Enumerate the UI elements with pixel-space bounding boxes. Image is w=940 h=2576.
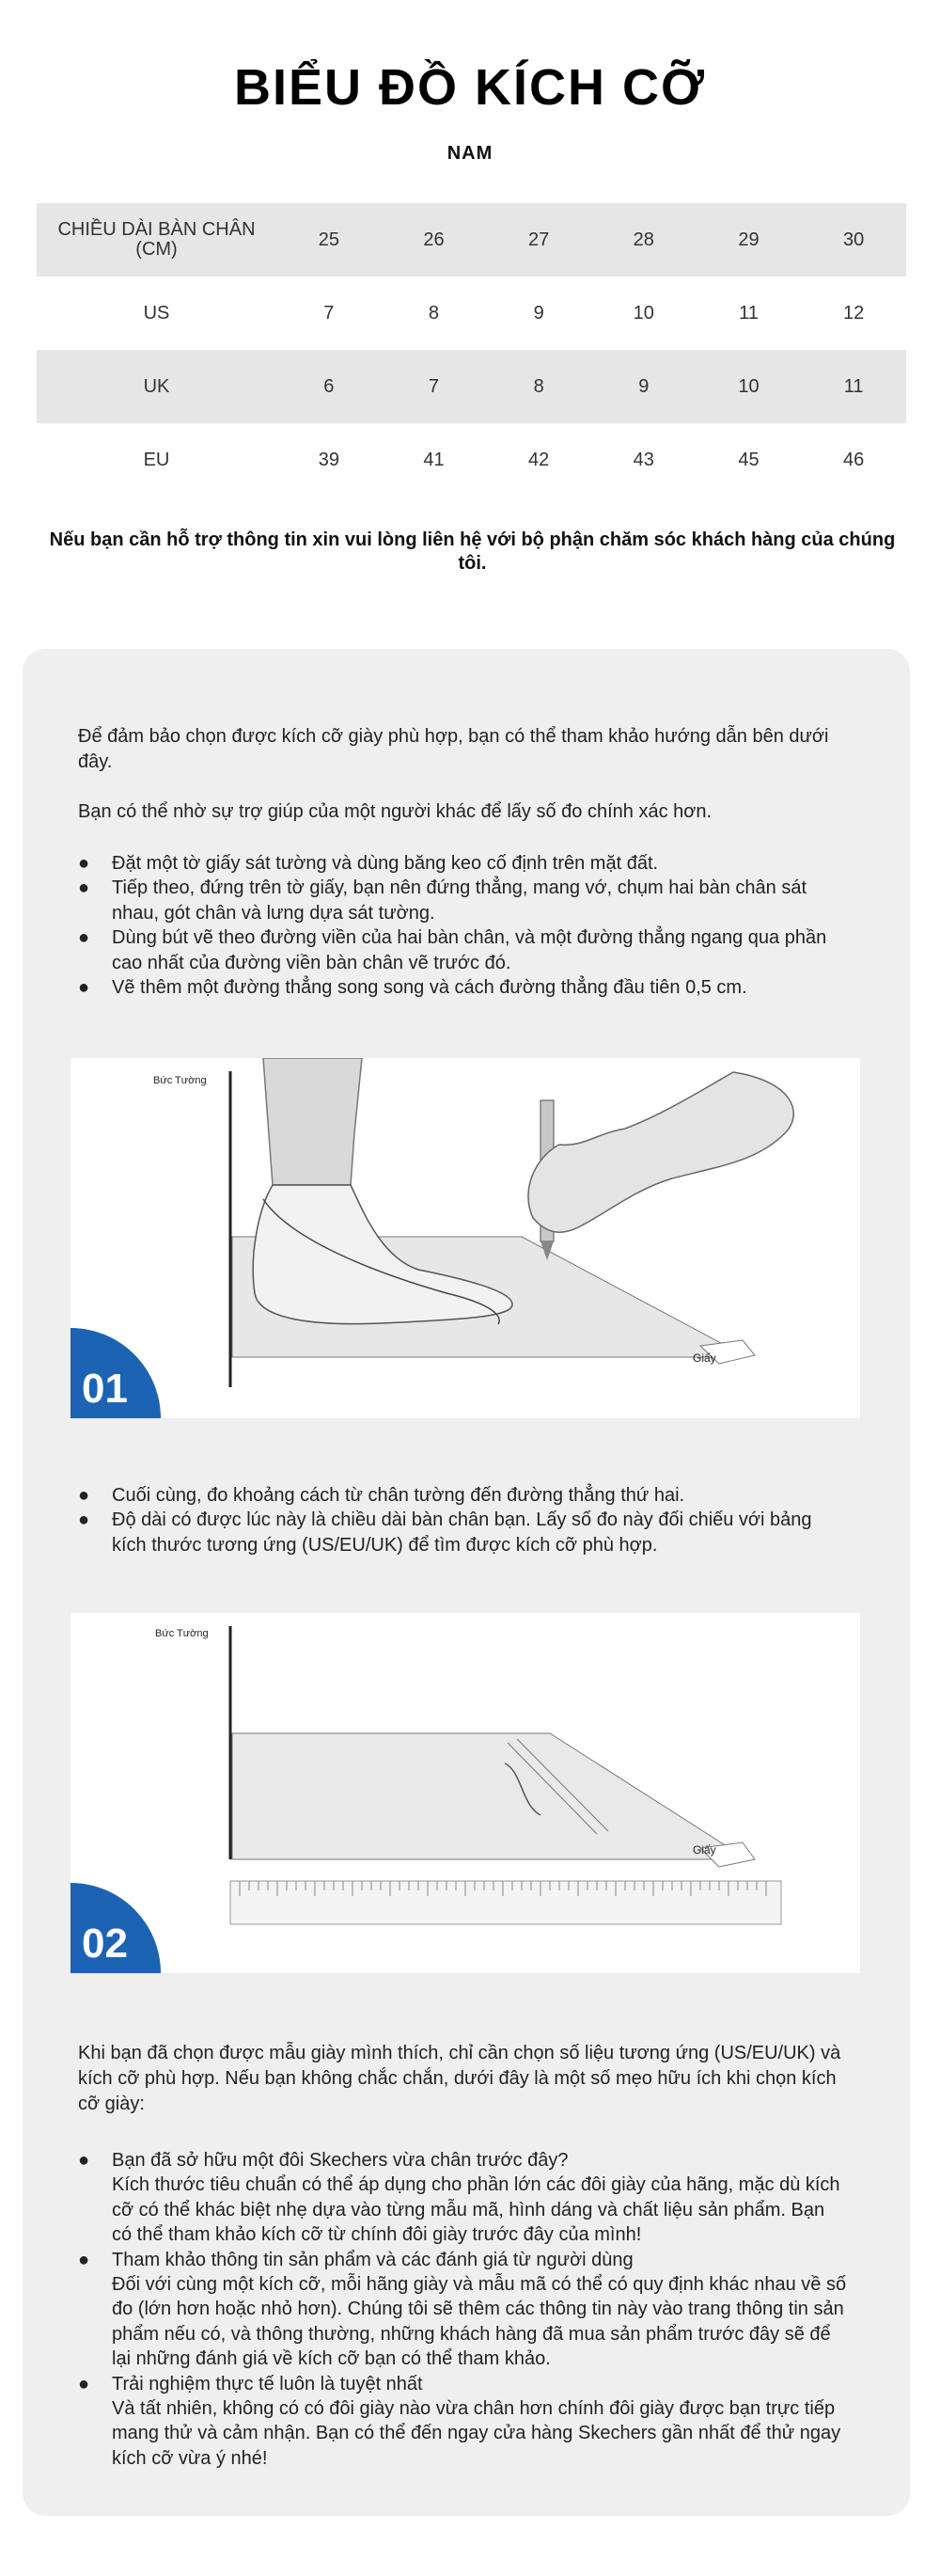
tip-title: Tham khảo thông tin sản phẩm và các đánh giá từ người dùng — [112, 2249, 634, 2270]
table-cell: 28 — [591, 203, 697, 277]
wall-label: Bức Tường — [153, 1075, 207, 1086]
tip-body: Và tất nhiên, không có có đôi giày nào vừa chân hơn chính đôi giày được bạn trực tiếp mang thử và cảm nhận. Bạn có thể đến ngay cửa hàng Skechers gần nhất để thử ngay kích cỡ vừa ý nhé! — [112, 2397, 841, 2469]
table-cell: 46 — [843, 449, 865, 470]
table-row — [37, 203, 906, 277]
table-cell: 25 — [276, 203, 382, 277]
table-cell: 8 — [486, 350, 591, 423]
list-item — [78, 1483, 849, 1508]
bullet-icon: ● — [78, 1509, 90, 1531]
support-notice: Nếu bạn cần hỗ trợ thông tin xin vui lòng liên hệ với bộ phận chăm sóc khách hàng của chúng tôi. — [49, 529, 896, 574]
bullet-icon: ● — [78, 2249, 90, 2270]
list-item — [78, 2372, 849, 2472]
measuring-steps-list-2 — [78, 1483, 849, 1557]
gender-subtitle: NAM — [446, 143, 494, 164]
bullet-icon: ● — [78, 853, 90, 874]
paper-label: Giấy — [693, 1351, 716, 1365]
wall-label: Bức Tường — [155, 1628, 209, 1639]
table-cell: 7 — [382, 350, 487, 423]
table-cell: 30 — [801, 203, 906, 277]
list-item — [78, 2148, 849, 2248]
step-number: 02 — [82, 1920, 128, 1967]
tip-body: Kích thước tiêu chuẩn có thể áp dụng cho phần lớn các đôi giày của hãng, mặc dù kích cỡ có thể khác biệt nhẹ dựa vào từng mẫu mã, hình dáng và chất liệu sản phẩm. Bạn có thể tham khảo kích cỡ từ chính đôi giày trước đây của mình! — [112, 2174, 840, 2246]
table-cell: 43 — [633, 449, 654, 470]
table-cell: 39 — [318, 449, 339, 470]
table-row — [37, 350, 906, 423]
bullet-icon: ● — [78, 877, 90, 899]
bullet-icon: ● — [78, 2373, 90, 2394]
guide-outro: Khi bạn đã chọn được mẫu giày mình thích, chỉ cần chọn số liệu tương ứng (US/EU/UK) và kích cỡ phù hợp. Nếu bạn không chắc chắn, dưới đây là một số mẹo hữu ích khi chọn kích cỡ giày: — [78, 2043, 841, 2114]
step-number: 01 — [82, 1366, 128, 1412]
table-cell: 41 — [423, 449, 445, 470]
table-cell: 42 — [528, 449, 550, 470]
guide-helper: Bạn có thể nhờ sự trợ giúp của một người khác để lấy số đo chính xác hơn. — [78, 801, 713, 822]
step-text: Tiếp theo, đứng trên tờ giấy, bạn nên đứng thẳng, mang vớ, chụm hai bàn chân sát nhau, gót chân và lưng dựa sát tường. — [112, 877, 807, 924]
tip-body: Đối với cùng một kích cỡ, mỗi hãng giày và mẫu mã có thể có quy định khác nhau về số đo (lớn hơn hoặc nhỏ hơn). Chúng tôi sẽ thêm các thông tin này vào trang thông tin sản phẩm nếu có, và thông thường, những khách hàng đã mua sản phẩm trước đây sẽ để lại những đánh giá về kích cỡ bạn có thể tham khảo. — [112, 2273, 847, 2370]
list-item — [78, 975, 849, 1000]
tips-list — [78, 2148, 849, 2471]
row-label: UK — [37, 350, 276, 423]
measuring-steps-list — [78, 851, 849, 1000]
table-cell: 9 — [533, 302, 544, 324]
table-cell: 10 — [633, 302, 654, 324]
table-cell: 27 — [486, 203, 591, 277]
measuring-drawing — [70, 1613, 860, 1973]
tip-title: Bạn đã sở hữu một đôi Skechers vừa chân trước đây? — [112, 2150, 569, 2171]
table-cell: 45 — [738, 449, 760, 470]
step-1-illustration — [70, 1058, 860, 1418]
bullet-icon: ● — [78, 1485, 90, 1506]
table-cell: 12 — [843, 302, 865, 324]
table-cell: 11 — [739, 302, 759, 324]
table-cell: 7 — [323, 302, 335, 324]
table-cell: 8 — [428, 302, 440, 324]
bullet-icon: ● — [78, 927, 90, 949]
table-cell: 6 — [276, 350, 382, 423]
step-text: Dùng bút vẽ theo đường viền của hai bàn chân, và một đường thẳng ngang qua phần cao nhất của đường viền bàn chân vẽ trước đó. — [112, 927, 827, 973]
foot-tracing-drawing — [70, 1058, 860, 1418]
list-item — [78, 2248, 849, 2372]
table-cell: 29 — [697, 203, 802, 277]
page-title: BIỂU ĐỒ KÍCH CỠ — [233, 59, 707, 116]
step-text: Đặt một tờ giấy sát tường và dùng băng keo cố định trên mặt đất. — [112, 853, 659, 874]
step-text: Cuối cùng, đo khoảng cách từ chân tường đến đường thẳng thứ hai. — [112, 1485, 685, 1506]
table-row — [37, 423, 906, 497]
list-item — [78, 1508, 849, 1557]
list-item — [78, 876, 849, 925]
row-label: US — [143, 302, 170, 324]
table-cell: 26 — [382, 203, 487, 277]
bullet-icon: ● — [78, 976, 90, 998]
step-text: Vẽ thêm một đường thẳng song song và cách đường thẳng đầu tiên 0,5 cm. — [112, 976, 747, 998]
step-2-illustration — [70, 1613, 860, 1973]
table-cell: 10 — [697, 350, 802, 423]
list-item — [78, 925, 849, 975]
list-item — [78, 851, 849, 876]
table-cell: 9 — [591, 350, 697, 423]
size-chart-table — [37, 203, 906, 497]
table-row — [37, 277, 906, 350]
row-label: CHIỀU DÀI BÀN CHÂN (CM) — [37, 203, 276, 277]
tip-title: Trải nghiệm thực tế luôn là tuyệt nhất — [112, 2373, 423, 2394]
step-text: Độ dài có được lúc này là chiều dài bàn chân bạn. Lấy số đo này đối chiếu với bảng kích thước tương ứng (US/EU/UK) để tìm được kích cỡ phù hợp. — [112, 1509, 812, 1556]
row-label: EU — [143, 449, 170, 470]
table-cell: 11 — [801, 350, 906, 423]
bullet-icon: ● — [78, 2150, 90, 2171]
guide-intro: Để đảm bảo chọn được kích cỡ giày phù hợp, bạn có thể tham khảo hướng dẫn bên dưới đây. — [78, 726, 829, 772]
paper-label: Giấy — [693, 1843, 716, 1857]
